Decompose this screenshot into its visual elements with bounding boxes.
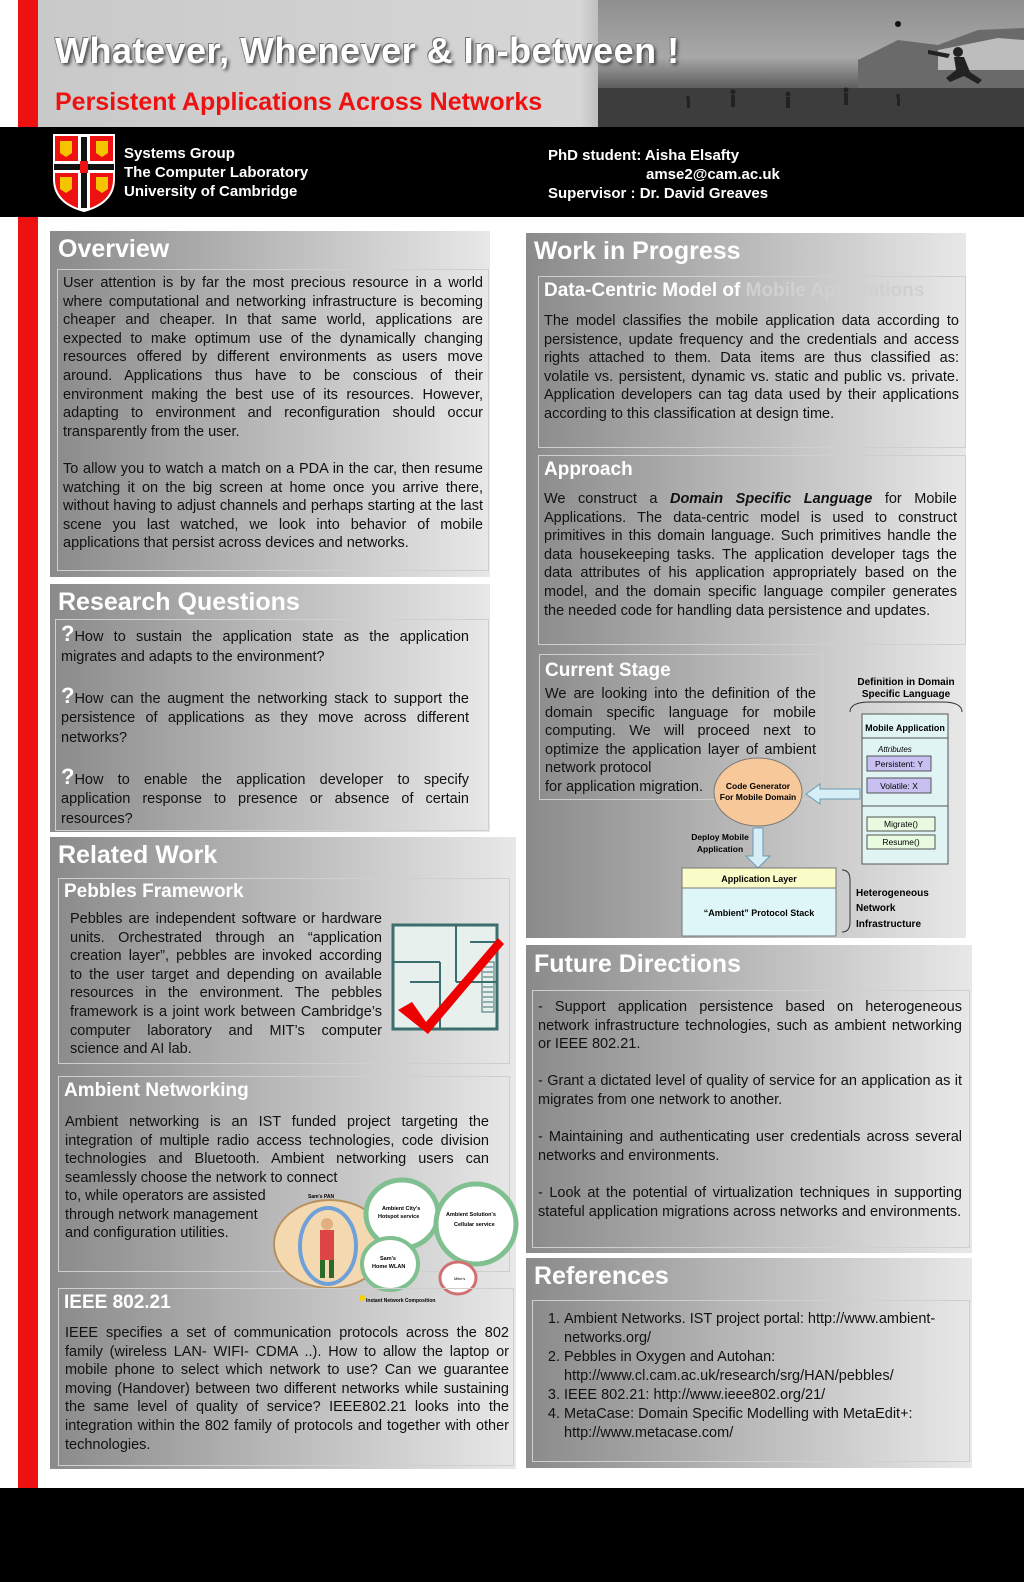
approach-heading: Approach <box>544 459 633 480</box>
sams-pan-label: Sam's PAN <box>308 1194 335 1200</box>
persistent-attribute: Persistent: Y <box>874 759 924 769</box>
future-item-3: - Maintaining and authenticating user credentials across several networks and environments. <box>538 1129 962 1164</box>
data-centric-text: The model classifies the mobile application data according to persistence, update frequency and the credentials and access rights attached to them. Data items are thus classified as: volatile vs. persistent, dynamic vs. static and public vs. private. Application developers can tag data used by their applications according to this classification at design time. <box>544 313 959 422</box>
affiliation-block <box>124 144 308 201</box>
research-questions <box>61 621 469 829</box>
deploy-label-line1: Deploy Mobile <box>691 832 749 842</box>
future-directions-text <box>538 998 962 1221</box>
home-wlan-label-line1: Sam's <box>380 1256 396 1262</box>
research-question-3: ?How to enable the application developer to specify application response to presence or absence of certain resources? <box>61 763 469 827</box>
research-question-1: ?How to sustain the application state as the application migrates and adapts to the environment? <box>61 621 469 665</box>
related-work-heading: Related Work <box>58 841 218 869</box>
mobile-app-label: Mobile Application <box>865 723 945 733</box>
red-side-bar <box>18 0 38 1488</box>
code-generator-label-line1: Code Generator <box>725 781 791 791</box>
overview-heading: Overview <box>58 235 170 263</box>
solution-cellular-label-line2: Cellular service <box>454 1222 495 1228</box>
hetero-label-line3: Infrastructure <box>856 919 922 930</box>
student-line: PhD student: Aisha Elsafty <box>548 147 740 164</box>
approach-text: We construct a Domain Specific Language for Mobile Applications. The data-centric model is used to construct primitives in this domain language. Such primitives handle the data housekeeping tasks. The application developer tags the data attributes of his application appropriately based on the model, and the domain specific language compiler generates the needed code for handling data persistence and updates. <box>544 491 957 619</box>
poster-title: Whatever, Whenever & In-between ! <box>55 30 680 71</box>
hetero-label-line2: Network <box>856 903 896 914</box>
vehicular-label: Mike's <box>454 1276 466 1281</box>
question-mark-icon: ? <box>61 621 75 646</box>
reference-item-4: 4. MetaCase: Domain Specific Modelling with MetaEdit+: http://www.metacase.com/ <box>564 1405 964 1443</box>
overview-paragraph-2: To allow you to watch a match on a PDA in the car, then resume watching it on the big screen at home once you arrive there, without having to adjust channels and perhaps starting at the last scene you last watched, we look into behavior of mobile applications that persist across devices and networks. <box>63 460 483 552</box>
overview-text <box>63 274 483 553</box>
hetero-label-line1: Heterogeneous <box>856 888 929 899</box>
current-stage-text-last: for application migration. <box>545 779 703 795</box>
author-block <box>548 146 780 203</box>
reference-item-2: 2. Pebbles in Oxygen and Autohan: http://www.cl.cam.ac.uk/research/srg/HAN/pebbles/ <box>564 1348 964 1386</box>
arrow-left-icon <box>806 784 860 804</box>
pebbles-diagram <box>390 922 508 1038</box>
volatile-attribute: Volatile: X <box>880 781 918 791</box>
future-item-4: - Look at the potential of virtualization techniques in supporting stateful application migrations across networks and environments. <box>538 1184 962 1220</box>
affiliation-lab: The Computer Laboratory <box>124 164 309 181</box>
application-layer-label: Application Layer <box>721 874 797 884</box>
question-mark-icon: ? <box>61 763 75 789</box>
references-list <box>540 1310 964 1443</box>
attributes-label: Attributes <box>878 745 912 754</box>
code-generator-label-line2: For Mobile Domain <box>719 792 797 802</box>
deploy-label-line2: Application <box>696 844 744 854</box>
affiliation-university: University of Cambridge <box>124 183 298 200</box>
city-hotspot-label-line2: Hotspot service <box>378 1214 420 1220</box>
dsl-architecture-diagram <box>680 672 970 938</box>
current-stage-heading: Current Stage <box>545 660 671 681</box>
references-heading: References <box>534 1262 669 1290</box>
pebbles-heading: Pebbles Framework <box>64 881 244 902</box>
future-directions-heading: Future Directions <box>534 950 741 978</box>
ambient-text-1: Ambient networking is an IST funded project targeting the integration of multiple radio access technologies, code division technologies and Bluetooth. Ambient networking users can seamlessly choose the network to connect <box>65 1114 489 1186</box>
footer-bar <box>0 1488 1024 1582</box>
solution-cellular-label-line1: Ambient Solution's <box>446 1212 496 1218</box>
migrate-method: Migrate() <box>883 819 919 829</box>
resume-method: Resume() <box>882 837 920 847</box>
protocol-stack-label: “Ambient” Protocol Stack <box>703 908 815 918</box>
pebbles-text: Pebbles are independent software or hardware units. Orchestrated through an “application creation layer”, pebbles are invoked according to the user target and depending on available resources in the environment. The pebbles framework is a joint work between Cambridge’s computer laboratory and MIT’s computer science and AI lab. <box>70 911 382 1058</box>
affiliation-group: Systems Group <box>124 145 235 162</box>
future-item-2: - Grant a dictated level of quality of service for an application as it migrates from one network to another. <box>538 1073 962 1108</box>
research-question-2: ?How can the augment the networking stack to support the persistence of applications as they move across different networks? <box>61 682 469 746</box>
definition-label-line1: Definition in Domain <box>857 677 955 688</box>
definition-label-line2: Specific Language <box>861 689 951 700</box>
question-mark-icon: ? <box>61 682 75 708</box>
ambient-heading: Ambient Networking <box>64 1080 249 1101</box>
ieee-text: IEEE specifies a set of communication protocols across the 802 family (wireless LAN- WIFI- CDMA ..). How to allow the laptop or mobile phone to select which network to use? Can we guarantee moving (Handover) between two different networks while sustaining the same level of quality of service? IEEE802.21 looks into the integration within the 802 family of protocols and together with other technologies. <box>65 1325 509 1453</box>
current-stage-text: We are looking into the definition of the domain specific language for mobile computing. We will proceed next to optimize the application layer of ambient network protocol <box>545 686 816 777</box>
overview-paragraph-1: User attention is by far the most precious resource in a world where computational and networking infrastructure is becoming cheaper and cheaper. In that same world, applications are expected to make optimum use of the dynamically changing resources offered by different environments as users move around. Applications thus have to be conscious of their environment making the best use of its resources. However, adapting to environment and reconfiguration should occur transparently from the user. <box>63 275 483 440</box>
home-wlan-label-line2: Home WLAN <box>372 1264 406 1270</box>
ambient-text-2: to, while operators are assisted through network management and configuration utilities. <box>65 1188 266 1242</box>
reference-item-1: 1. Ambient Networks. IST project portal: http://www.ambient-networks.org/ <box>564 1310 964 1348</box>
research-heading: Research Questions <box>58 588 300 616</box>
ieee-heading: IEEE 802.21 <box>64 1292 171 1313</box>
arrow-down-icon <box>746 828 770 868</box>
cambridge-crest-icon <box>52 133 116 213</box>
city-hotspot-label-line1: Ambient City's <box>382 1206 421 1212</box>
work-in-progress-heading: Work in Progress <box>534 237 741 265</box>
future-item-1: - Support application persistence based on heterogeneous network infrastructure technologies, such as ambient networking or IEEE 802.21. <box>538 999 962 1053</box>
ambient-network-diagram <box>268 1172 524 1304</box>
data-centric-heading: Data-Centric Model of Mobile Applications <box>544 280 925 301</box>
poster-subtitle: Persistent Applications Across Networks <box>55 88 543 116</box>
reference-item-3: 3. IEEE 802.21: http://www.ieee802.org/21/ <box>564 1386 964 1405</box>
student-email: amse2@cam.ac.uk <box>646 166 780 183</box>
composition-label: Instant Network Composition <box>366 1298 436 1304</box>
supervisor-line: Supervisor : Dr. David Greaves <box>548 185 769 202</box>
